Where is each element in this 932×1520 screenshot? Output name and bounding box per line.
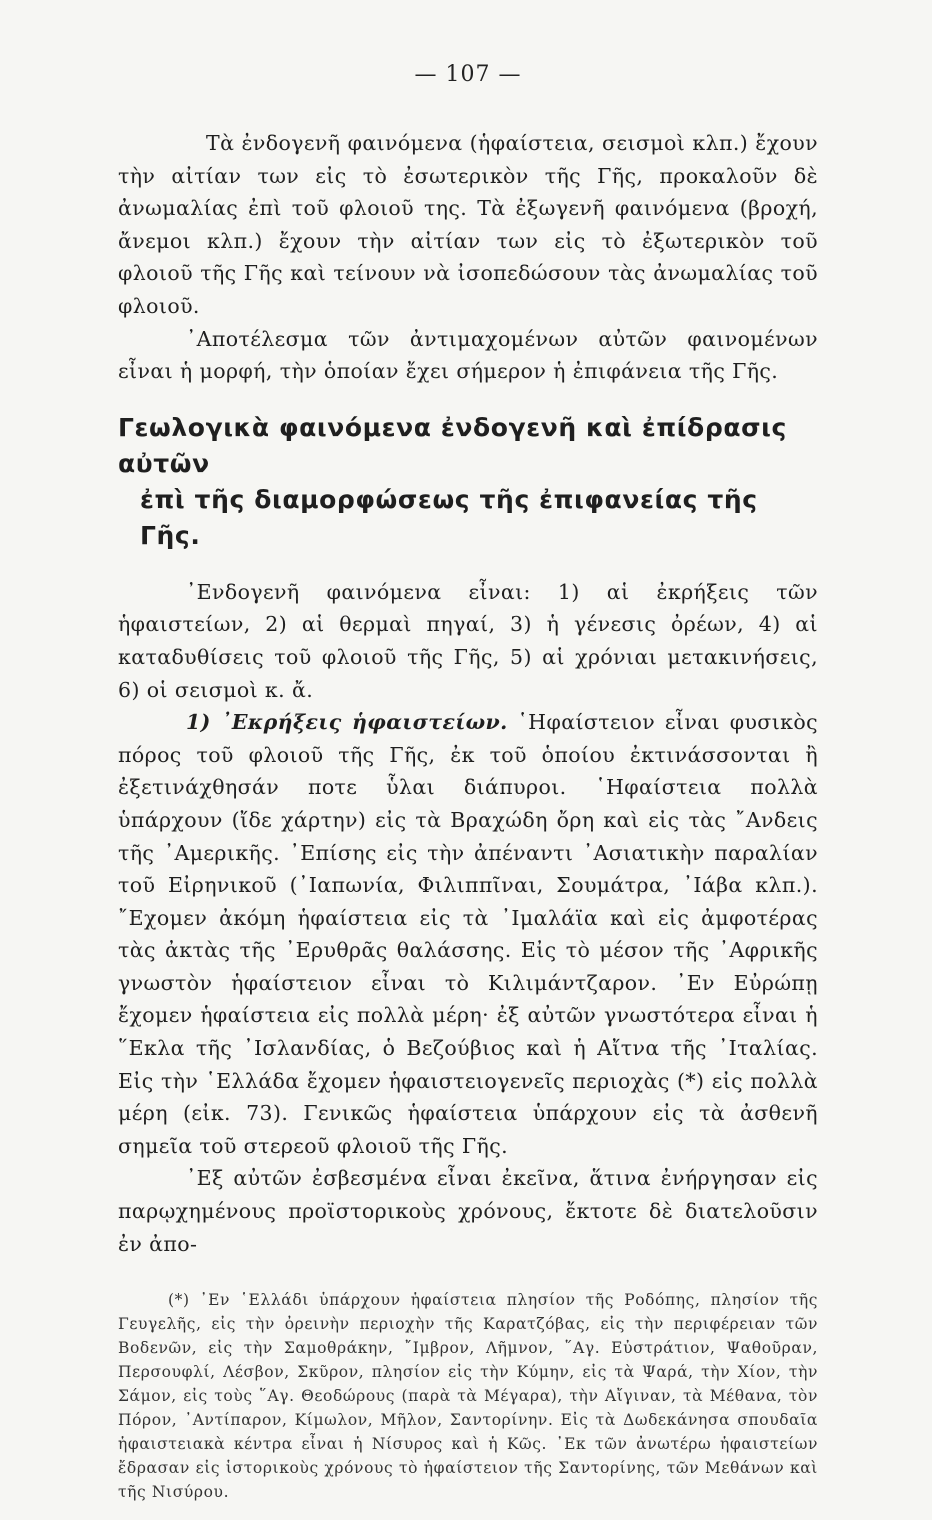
section-heading-line2: ἐπὶ τῆς διαμορφώσεως τῆς ἐπιφανείας τῆς Γῆς.: [140, 484, 758, 550]
subsection-heading: 1) ᾿Εκρήξεις ἡφαιστείων.: [186, 710, 508, 735]
page-number: — 107 —: [414, 62, 522, 87]
footnote: (*) ᾿Εν ῾Ελλάδι ὑπάρχουν ἡφαίστεια πλησίον τῆς Ροδόπης, πλησίον τῆς Γευγελῆς, εἰς τὴν ὀρεινὴν περιοχὴν τῆς Καρατζόβας, εἰς τὴν περιφέρειαν τῶν Βοδενῶν, εἰς τὴν Σαμοθράκην, ῎Ιμβρον, Λῆμνον, ῞Αγ. Εὐστράτιον, Ψαθοῦραν, Περσουφλί, Λέσβον, Σκῦρον, πλησίον εἰς τὴν Κύμην, εἰς τὰ Ψαρά, τὴν Χίον, τὴν Σάμον, εἰς τοὺς ῞Αγ. Θεοδώρους (παρὰ τὰ Μέγαρα), τὴν Αἴγιναν, τὰ Μέθανα, τὸν Πόρον, ᾿Αντίπαρον, Κίμωλον, Μῆλον, Σαντορίνην. Εἰς τὰ Δωδεκάνησα σπουδαῖα ἡφαιστειακὰ κέντρα εἶναι ἡ Νίσυρος καὶ ἡ Κῶς. ᾿Εκ τῶν ἀνωτέρω ἡφαιστείων ἔδρασαν εἰς ἱστορικοὺς χρόνους τὸ ἡφαίστειον τῆς Σαντορίνης, τῶν Μεθάνων καὶ τῆς Νισύρου.: [118, 1291, 818, 1502]
paragraph-volcanoes-text: ῾Ηφαίστειον εἶναι φυσικὸς πόρος τοῦ φλοιοῦ τῆς Γῆς, ἐκ τοῦ ὁποίου ἐκτινάσσονται ἢ ἐξετινάχθησάν ποτε ὗλαι διάπυροι. ῾Ηφαίστεια πολλὰ ὑπάρχουν (ἴδε χάρτην) εἰς τὰ Βραχώδη ὄρη καὶ εἰς τὰς ῎Ανδεις τῆς ᾿Αμερικῆς. ᾿Επίσης εἰς τὴν ἀπέναντι ᾿Ασιατικὴν παραλίαν τοῦ Εἰρηνικοῦ (᾿Ιαπωνία, Φιλιππῖναι, Σουμάτρα, ᾿Ιάβα κλπ.). ῎Εχομεν ἀκόμη ἡφαίστεια εἰς τὰ ᾿Ιμαλάϊα καὶ εἰς ἀμφοτέρας τὰς ἀκτὰς τῆς ᾿Ερυθρᾶς θαλάσσης. Εἰς τὸ μέσον τῆς ᾿Αφρικῆς γνωστὸν ἡφαίστειον εἶναι τὸ Κιλιμάντζαρον. ᾿Εν Εὐρώπῃ ἔχομεν ἡφαίστεια εἰς πολλὰ μέρη· ἐξ αὐτῶν γνωστότερα εἶναι ἡ ῞Εκλα τῆς ᾿Ισλανδίας, ὁ Βεζούβιος καὶ ἡ Αἴτνα τῆς ᾿Ιταλίας. Εἰς τὴν ῾Ελλάδα ἔχομεν ἡφαιστειογενεῖς περιοχὰς (*) εἰς πολλὰ μέρη (εἰκ. 73). Γενικῶς ἡφαίστεια ὑπάρχουν εἰς τὰ ἀσθενῆ σημεῖα τοῦ στερεοῦ φλοιοῦ τῆς Γῆς.: [118, 710, 818, 1158]
section-heading-line1: Γεωλογικὰ φαινόμενα ἐνδογενῆ καὶ ἐπίδρασις αὐτῶν: [118, 412, 787, 478]
paragraph-endogenous-exogenous: Τὰ ἐνδογενῆ φαινόμενα (ἡφαίστεια, σεισμοὶ κλπ.) ἔχουν τὴν αἰτίαν των εἰς τὸ ἐσωτερικὸν τῆς Γῆς, προκαλοῦν δὲ ἀνωμαλίας ἐπὶ τοῦ φλοιοῦ της. Τὰ ἐξωγενῆ φαινόμενα (βροχή, ἄνεμοι κλπ.) ἔχουν τὴν αἰτίαν των εἰς τὸ ἐξωτερικὸν τοῦ φλοιοῦ τῆς Γῆς καὶ τείνουν νὰ ἰσοπεδώσουν τὰς ἀνωμαλίας τοῦ φλοιοῦ.: [118, 131, 818, 318]
paragraph-endogenous-list: ᾿Ενδογενῆ φαινόμενα εἶναι: 1) αἱ ἐκρήξεις τῶν ἡφαιστείων, 2) αἱ θερμαὶ πηγαί, 3) ἡ γένεσις ὀρέων, 4) αἱ καταδυθίσεις τοῦ φλοιοῦ τῆς Γῆς, 5) αἱ χρόνιαι μετακινήσεις, 6) οἱ σεισμοὶ κ. ἄ.: [118, 579, 818, 702]
paragraph-volcanoes: [118, 706, 818, 1162]
paragraph-result: ᾿Αποτέλεσμα τῶν ἀντιμαχομένων αὐτῶν φαινομένων εἶναι ἡ μορφή, τὴν ὁποίαν ἔχει σήμερον ἡ ἐπιφάνεια τῆς Γῆς.: [118, 326, 818, 384]
section-heading: [118, 410, 818, 554]
book-page: [118, 62, 818, 1520]
paragraph-extinct: ᾿Εξ αὐτῶν ἐσβεσμένα εἶναι ἐκεῖνα, ἅτινα ἐνήργησαν εἰς παρῳχημένους προϊστορικοὺς χρόνους, ἔκτοτε δὲ διατελοῦσιν ἐν ἀπο-: [118, 1166, 818, 1256]
